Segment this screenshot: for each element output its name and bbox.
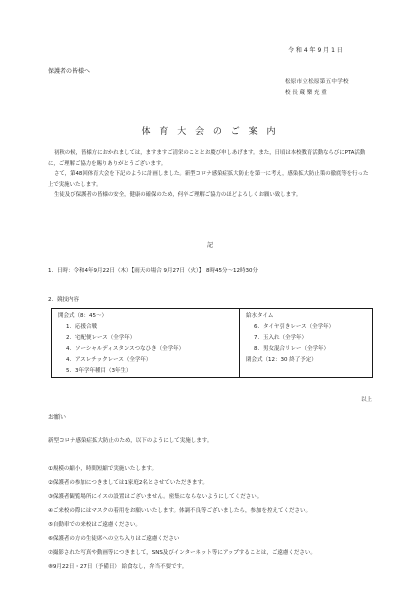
list-item: ⑧9月22日・27日（予備日） 給食なし，弁当不要です。 bbox=[48, 564, 188, 570]
program-item: 給水タイム bbox=[246, 313, 274, 319]
list-item: ③保護者観覧場所にイスの設置はございません。密集にならないようにしてください。 bbox=[48, 494, 263, 500]
requests-heading: お願い bbox=[48, 414, 67, 421]
program-item: 5．3年学年種目（3年生） bbox=[66, 368, 132, 374]
date-time-item: 1．日時：令和4年9月22日（木）【雨天の場合 9月27日（火）】 8時45分～12時30分 bbox=[48, 268, 258, 274]
list-item: ⑤自動車での来校はご遠慮ください。 bbox=[48, 522, 141, 528]
principal-name: 校 長 蔵 樂 充 重 bbox=[285, 90, 327, 96]
program-item: 4．アスレチックレース（全学年） bbox=[66, 357, 152, 363]
letter-date: 令 和 4 年 9 月 1 日 bbox=[288, 47, 343, 54]
program-right-column bbox=[240, 309, 373, 377]
cooperation-paragraph: 生徒及び保護者の皆様の安全，健康の確保のため，何卒ご理解ご協力のほどよろしくお願い致します。 bbox=[54, 192, 302, 198]
ki-marker: 記 bbox=[206, 242, 213, 249]
ijou-marker: 以上 bbox=[361, 397, 373, 403]
requests-intro: 新型コロナ感染症拡大防止のため，以下のようにして実施します。 bbox=[48, 438, 213, 444]
program-item: 開会式（8：45～） bbox=[58, 313, 107, 319]
program-item: 6．タイヤ引きレース（全学年） bbox=[254, 324, 335, 330]
list-item: ④ご来校の際にはマスクの着用をお願いいたします。体調不良等ございましたら，参加を控えてください。 bbox=[48, 508, 311, 514]
events-heading: 2．競技内容 bbox=[48, 297, 79, 303]
program-item: 閉会式（12：30 終了予定） bbox=[246, 357, 317, 363]
program-item: 2．宅配便レース（全学年） bbox=[66, 335, 136, 341]
program-table bbox=[51, 308, 373, 378]
intro-paragraph: 初秋の候，皆様方におかれましては，ますますご清栄のこととお慶び申しあげます。また，日頃は本校教育活動ならびにPTA活動に，ご理解ご協力を賜りありがとうございます。 bbox=[48, 150, 366, 167]
program-item: 4．ソーシャルディスタンスつなひき（全学年） bbox=[66, 346, 185, 352]
program-item: 7．玉入れ（全学年） bbox=[254, 335, 307, 341]
requests-list bbox=[48, 462, 378, 574]
program-item: 1．応援合戦 bbox=[66, 324, 97, 330]
page-title: 体 育 大 会 の ご 案 内 bbox=[141, 127, 279, 137]
list-item: ⑥保護者の方の生徒席への立ち入りはご遠慮ください bbox=[48, 536, 180, 542]
list-item: ②保護者の参加につきましては1家庭2名とさせていただきます。 bbox=[48, 480, 208, 486]
program-left-column bbox=[52, 309, 240, 377]
program-item: 8．男女混合リレー（全学年） bbox=[254, 346, 330, 352]
list-item: ①規模の縮小，時間短縮で実施いたします。 bbox=[48, 466, 157, 472]
plan-paragraph: さて，第48回体育大会を下記のように計画しました。新型コロナ感染症拡大防止を第一に考え，感染拡大防止策の徹底等を行った上で実施いたします。 bbox=[48, 171, 369, 188]
list-item: ⑦撮影された写真や動画等につきまして，SNS及びインターネット等にアップすることは，ご遠慮ください。 bbox=[48, 550, 316, 556]
recipient-line: 保護者の皆様へ bbox=[48, 68, 91, 75]
school-name: 松原市立松原第五中学校 bbox=[285, 79, 349, 85]
